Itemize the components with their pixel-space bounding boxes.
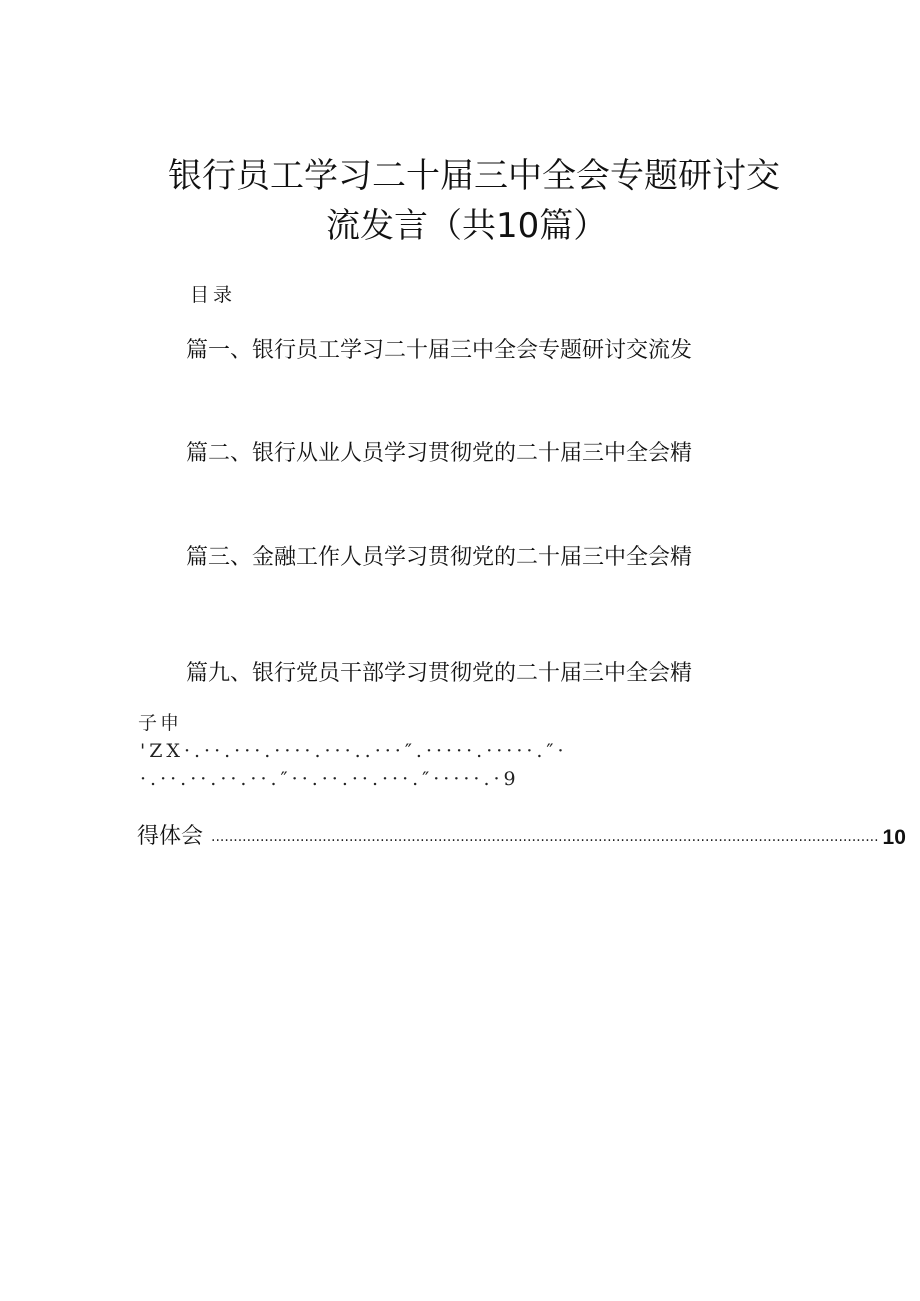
toc-final-label: 得体会 — [137, 824, 204, 849]
toc-fragment-2: 'ZX·.··.···.····.···..···″.·····.·····.″· — [140, 740, 568, 762]
toc-entry-final[interactable] — [137, 820, 906, 850]
toc-fragment-3: ·.··.··.··.··.″··.··.··.···.″·····.·9 — [140, 768, 520, 790]
document-title-line-2: 流发言（共10篇） — [326, 206, 608, 246]
toc-heading: 目录 — [190, 284, 237, 306]
toc-entry-2[interactable]: 篇二、银行从业人员学习贯彻党的二十届三中全会精 — [186, 441, 693, 466]
toc-entry-4[interactable]: 篇九、银行党员干部学习贯彻党的二十届三中全会精 — [186, 661, 693, 686]
toc-entry-3[interactable]: 篇三、金融工作人员学习贯彻党的二十届三中全会精 — [186, 545, 693, 570]
toc-fragment-1: 子申 — [138, 712, 183, 734]
toc-entry-1[interactable]: 篇一、银行员工学习二十届三中全会专题研讨交流发 — [186, 338, 693, 363]
document-title-line-1: 银行员工学习二十届三中全会专题研讨交 — [168, 156, 780, 196]
toc-leader-dots: ...................................................................................................................................................... — [211, 829, 879, 845]
toc-page-number: 10 — [882, 826, 906, 849]
